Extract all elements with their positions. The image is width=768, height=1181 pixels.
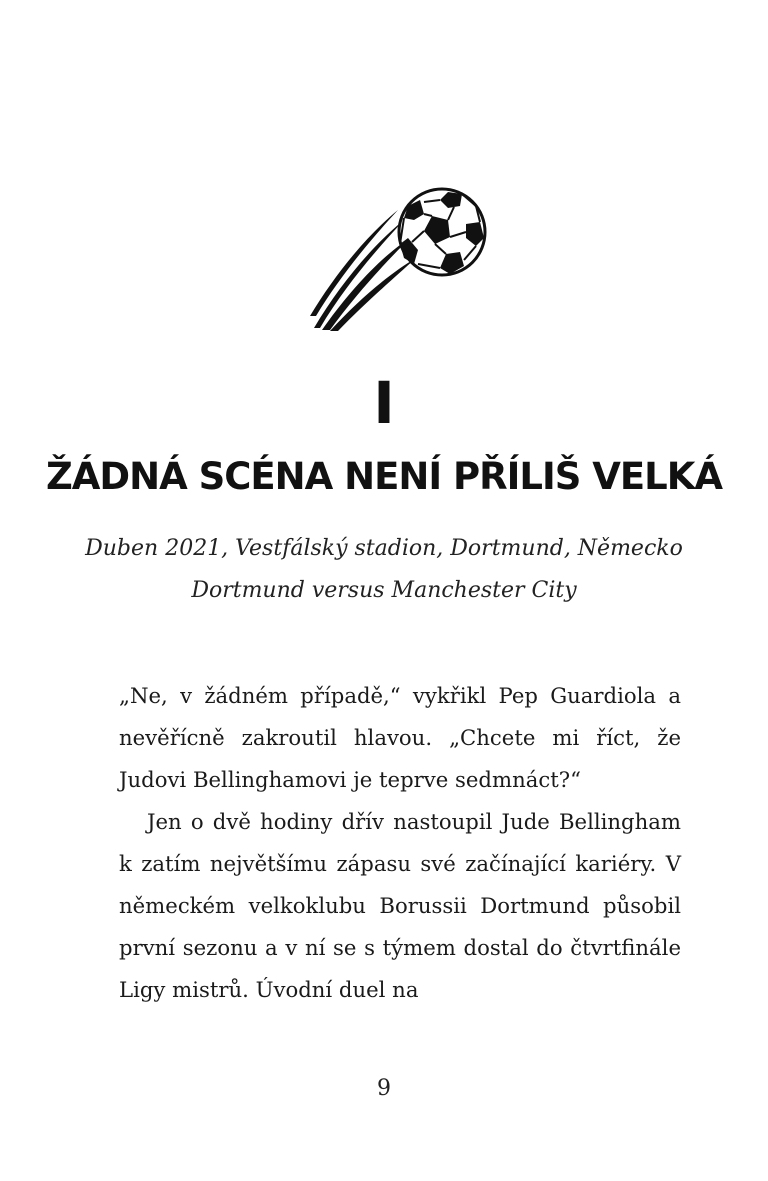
- chapter-subtitle-place: Duben 2021, Vestfálský stadion, Dortmund, Německo: [85, 536, 683, 561]
- body-text: [119, 675, 681, 1011]
- chapter-subtitle-match: Dortmund versus Manchester City: [191, 578, 577, 603]
- page-number: 9: [377, 1076, 391, 1101]
- chapter-number: I: [373, 369, 395, 437]
- paragraph-2: Jen o dvě hodiny dřív nastoupil Jude Bellingham k zatím největšímu zápasu své začínající kariéry. V německém velkoklubu Borussii Dortmund působil první sezonu a v ní se s týmem dostal do čtvrtfinále Ligy mistrů. Úvodní duel na: [119, 809, 681, 1002]
- soccer-ball-icon: [300, 180, 500, 340]
- paragraph-1: „Ne, v žádném případě,“ vykřikl Pep Guardiola a nevěřícně zakroutil hlavou. „Chcete mi říct, že Judovi Bellinghamovi je teprve sedmnáct?“: [119, 683, 681, 792]
- chapter-title: ŽÁDNÁ SCÉNA NENÍ PŘÍLIŠ VELKÁ: [45, 455, 723, 498]
